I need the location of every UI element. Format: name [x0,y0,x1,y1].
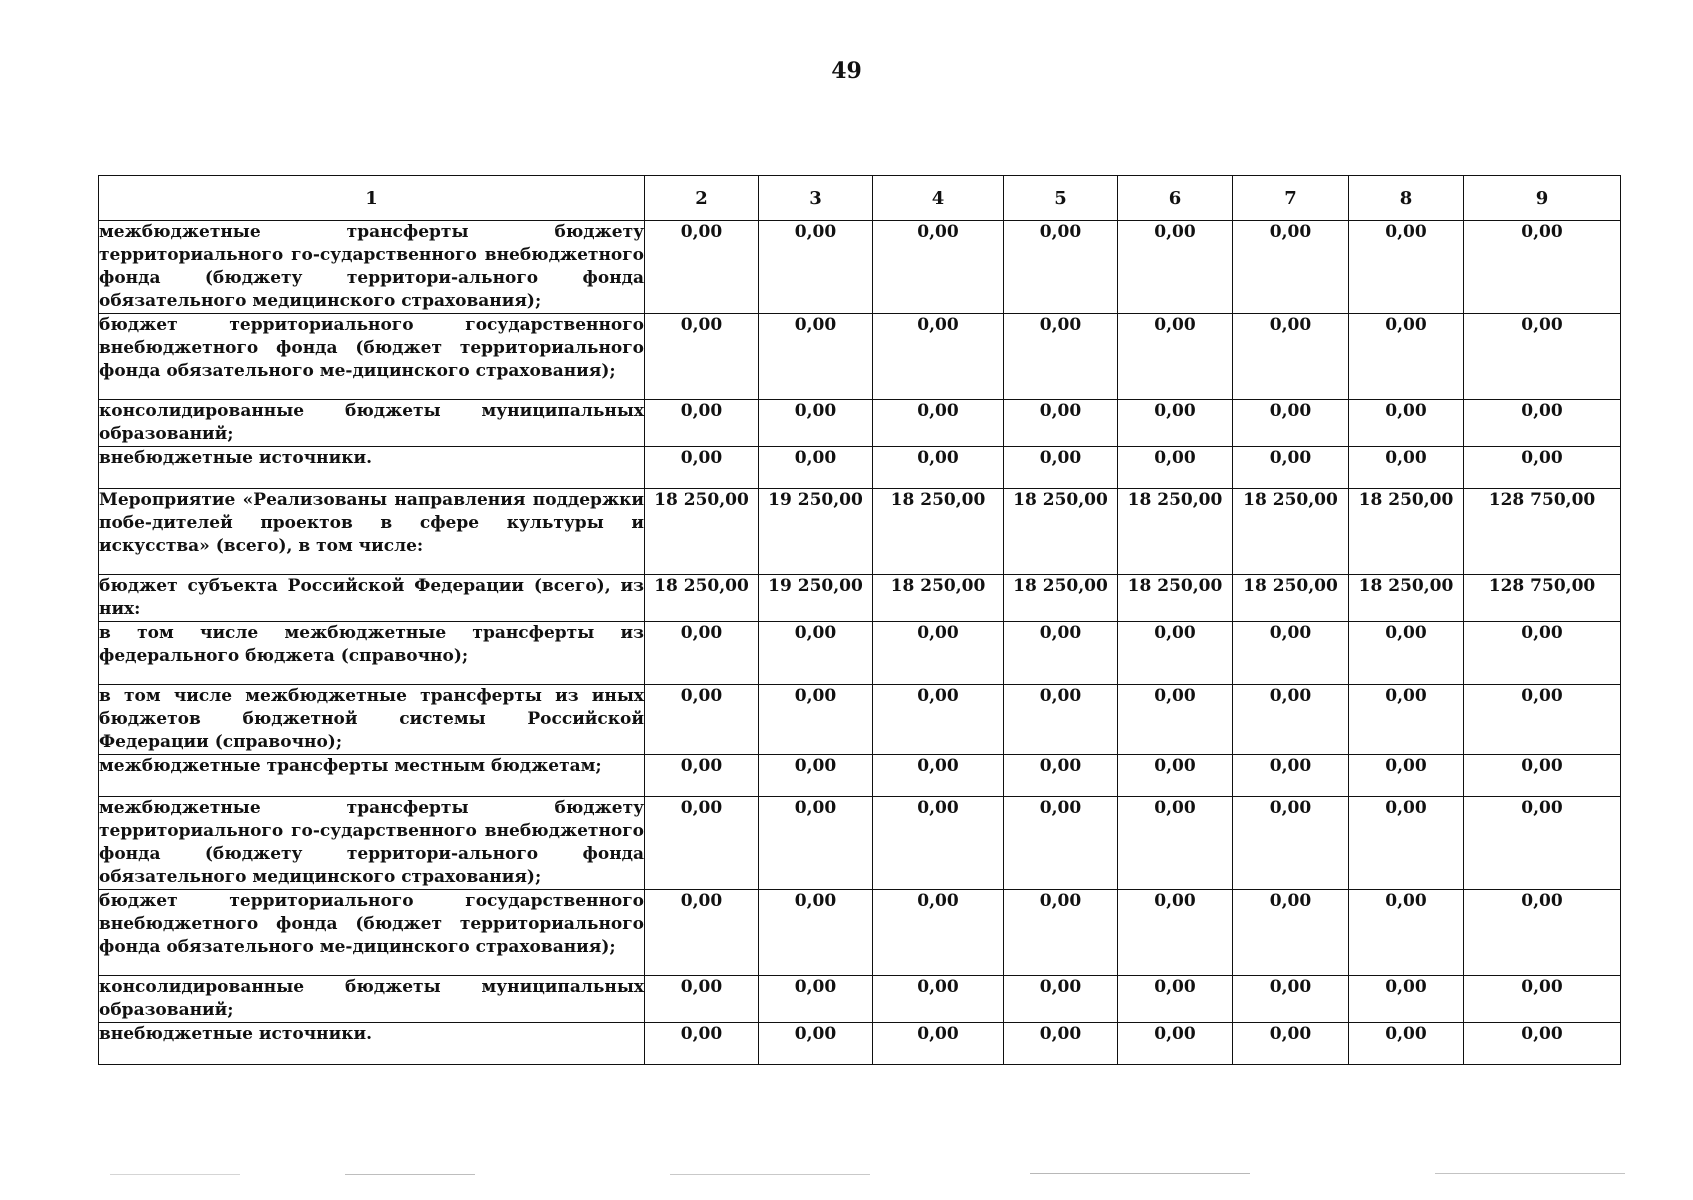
row-value-col-7: 0,00 [1233,797,1349,890]
table-row [99,755,1621,797]
row-value-col-5: 0,00 [1004,797,1118,890]
row-value-col-4: 0,00 [873,755,1004,797]
row-value-col-3: 0,00 [759,890,873,976]
column-header-2: 2 [645,176,759,221]
column-header-7: 7 [1233,176,1349,221]
column-header-5: 5 [1004,176,1118,221]
row-value-col-7: 0,00 [1233,976,1349,1023]
row-value-col-6: 0,00 [1118,447,1233,489]
row-label: бюджет территориального государственного внебюджетного фонда (бюджет территориального фонда обязательного ме-дицинского страхования); [99,890,645,976]
row-value-col-6: 0,00 [1118,221,1233,314]
row-value-col-2: 0,00 [645,314,759,400]
row-value-col-9: 0,00 [1464,622,1621,685]
row-value-col-3: 0,00 [759,797,873,890]
row-value-col-9: 0,00 [1464,890,1621,976]
table-row [99,797,1621,890]
row-value-col-6: 18 250,00 [1118,575,1233,622]
row-value-col-2: 0,00 [645,890,759,976]
row-value-col-8: 0,00 [1349,400,1464,447]
row-value-col-6: 0,00 [1118,314,1233,400]
row-value-col-8: 0,00 [1349,1023,1464,1065]
row-value-col-5: 0,00 [1004,685,1118,755]
row-value-col-4: 0,00 [873,622,1004,685]
row-value-col-9: 0,00 [1464,797,1621,890]
row-value-col-7: 0,00 [1233,314,1349,400]
row-value-col-2: 0,00 [645,685,759,755]
row-value-col-4: 0,00 [873,314,1004,400]
row-value-col-5: 0,00 [1004,890,1118,976]
row-value-col-7: 0,00 [1233,447,1349,489]
row-value-col-4: 0,00 [873,221,1004,314]
row-value-col-5: 0,00 [1004,622,1118,685]
row-value-col-7: 18 250,00 [1233,489,1349,575]
column-header-6: 6 [1118,176,1233,221]
row-value-col-2: 0,00 [645,622,759,685]
row-value-col-6: 0,00 [1118,400,1233,447]
row-value-col-2: 0,00 [645,400,759,447]
scan-artifact [1435,1173,1625,1174]
row-label: консолидированные бюджеты муниципальных образований; [99,976,645,1023]
row-value-col-5: 0,00 [1004,314,1118,400]
table-row [99,221,1621,314]
row-value-col-5: 0,00 [1004,400,1118,447]
row-value-col-3: 19 250,00 [759,489,873,575]
row-value-col-7: 0,00 [1233,890,1349,976]
table-row [99,489,1621,575]
column-header-3: 3 [759,176,873,221]
row-value-col-3: 0,00 [759,685,873,755]
row-value-col-7: 0,00 [1233,685,1349,755]
row-value-col-4: 0,00 [873,400,1004,447]
row-value-col-6: 0,00 [1118,1023,1233,1065]
row-value-col-2: 0,00 [645,755,759,797]
row-value-col-8: 0,00 [1349,890,1464,976]
row-value-col-7: 0,00 [1233,1023,1349,1065]
row-label: внебюджетные источники. [99,447,645,489]
column-header-8: 8 [1349,176,1464,221]
row-value-col-2: 0,00 [645,1023,759,1065]
row-value-col-4: 0,00 [873,890,1004,976]
row-value-col-9: 128 750,00 [1464,575,1621,622]
row-value-col-5: 0,00 [1004,755,1118,797]
row-value-col-3: 0,00 [759,755,873,797]
row-value-col-5: 18 250,00 [1004,575,1118,622]
row-label: в том числе межбюджетные трансферты из иных бюджетов бюджетной системы Российской Федерации (справочно); [99,685,645,755]
row-value-col-9: 0,00 [1464,400,1621,447]
table-row [99,447,1621,489]
row-label: в том числе межбюджетные трансферты из федерального бюджета (справочно); [99,622,645,685]
row-value-col-6: 0,00 [1118,797,1233,890]
row-value-col-8: 0,00 [1349,314,1464,400]
row-value-col-2: 0,00 [645,976,759,1023]
row-value-col-4: 0,00 [873,447,1004,489]
table-row [99,575,1621,622]
column-header-1: 1 [99,176,645,221]
scan-artifact [670,1174,870,1175]
row-value-col-7: 0,00 [1233,400,1349,447]
row-label: межбюджетные трансферты бюджету территориального го-сударственного внебюджетного фонда (бюджету территори-ального фонда обязательного медицинского страхования); [99,221,645,314]
row-value-col-9: 0,00 [1464,685,1621,755]
row-value-col-9: 0,00 [1464,976,1621,1023]
row-value-col-7: 0,00 [1233,622,1349,685]
row-value-col-9: 0,00 [1464,314,1621,400]
row-value-col-8: 0,00 [1349,755,1464,797]
row-value-col-6: 0,00 [1118,890,1233,976]
page-number: 49 [831,58,862,84]
row-value-col-6: 18 250,00 [1118,489,1233,575]
row-value-col-7: 0,00 [1233,755,1349,797]
row-value-col-3: 0,00 [759,400,873,447]
row-value-col-6: 0,00 [1118,755,1233,797]
row-value-col-9: 128 750,00 [1464,489,1621,575]
table-row [99,685,1621,755]
row-value-col-9: 0,00 [1464,755,1621,797]
row-value-col-4: 0,00 [873,976,1004,1023]
row-label: бюджет субъекта Российской Федерации (всего), из них: [99,575,645,622]
row-value-col-9: 0,00 [1464,221,1621,314]
row-value-col-5: 0,00 [1004,976,1118,1023]
row-label: межбюджетные трансферты бюджету территориального го-сударственного внебюджетного фонда (бюджету территори-ального фонда обязательного медицинского страхования); [99,797,645,890]
row-value-col-5: 18 250,00 [1004,489,1118,575]
row-value-col-3: 0,00 [759,314,873,400]
column-header-4: 4 [873,176,1004,221]
row-value-col-2: 0,00 [645,447,759,489]
row-value-col-3: 0,00 [759,622,873,685]
row-value-col-4: 0,00 [873,797,1004,890]
scan-artifact [345,1174,475,1175]
header-row [99,176,1621,221]
row-value-col-7: 18 250,00 [1233,575,1349,622]
row-value-col-3: 0,00 [759,1023,873,1065]
row-value-col-3: 0,00 [759,221,873,314]
row-value-col-8: 0,00 [1349,976,1464,1023]
row-value-col-6: 0,00 [1118,976,1233,1023]
row-value-col-4: 18 250,00 [873,575,1004,622]
row-label: консолидированные бюджеты муниципальных образований; [99,400,645,447]
table-row [99,976,1621,1023]
row-value-col-2: 18 250,00 [645,489,759,575]
row-value-col-2: 18 250,00 [645,575,759,622]
row-value-col-9: 0,00 [1464,1023,1621,1065]
row-value-col-8: 18 250,00 [1349,575,1464,622]
row-value-col-5: 0,00 [1004,1023,1118,1065]
row-value-col-7: 0,00 [1233,221,1349,314]
scan-artifact [110,1174,240,1175]
row-value-col-4: 0,00 [873,1023,1004,1065]
row-value-col-3: 0,00 [759,976,873,1023]
row-value-col-5: 0,00 [1004,221,1118,314]
row-label: межбюджетные трансферты местным бюджетам; [99,755,645,797]
row-value-col-4: 0,00 [873,685,1004,755]
row-label: Мероприятие «Реализованы направления поддержки побе-дителей проектов в сфере культуры и искусства» (всего), в том числе: [99,489,645,575]
table-row [99,1023,1621,1065]
row-value-col-8: 0,00 [1349,447,1464,489]
row-value-col-5: 0,00 [1004,447,1118,489]
row-value-col-6: 0,00 [1118,685,1233,755]
table-row [99,622,1621,685]
row-value-col-3: 0,00 [759,447,873,489]
row-value-col-8: 0,00 [1349,221,1464,314]
row-label: бюджет территориального государственного внебюджетного фонда (бюджет территориального фонда обязательного ме-дицинского страхования); [99,314,645,400]
row-value-col-8: 18 250,00 [1349,489,1464,575]
row-value-col-2: 0,00 [645,221,759,314]
row-label: внебюджетные источники. [99,1023,645,1065]
row-value-col-8: 0,00 [1349,685,1464,755]
row-value-col-4: 18 250,00 [873,489,1004,575]
budget-table [98,175,1621,1065]
table-row [99,890,1621,976]
table-body [99,221,1621,1065]
table-row [99,314,1621,400]
row-value-col-8: 0,00 [1349,622,1464,685]
scan-artifact [1030,1173,1250,1174]
row-value-col-3: 19 250,00 [759,575,873,622]
row-value-col-8: 0,00 [1349,797,1464,890]
row-value-col-6: 0,00 [1118,622,1233,685]
row-value-col-2: 0,00 [645,797,759,890]
column-header-9: 9 [1464,176,1621,221]
row-value-col-9: 0,00 [1464,447,1621,489]
table-row [99,400,1621,447]
